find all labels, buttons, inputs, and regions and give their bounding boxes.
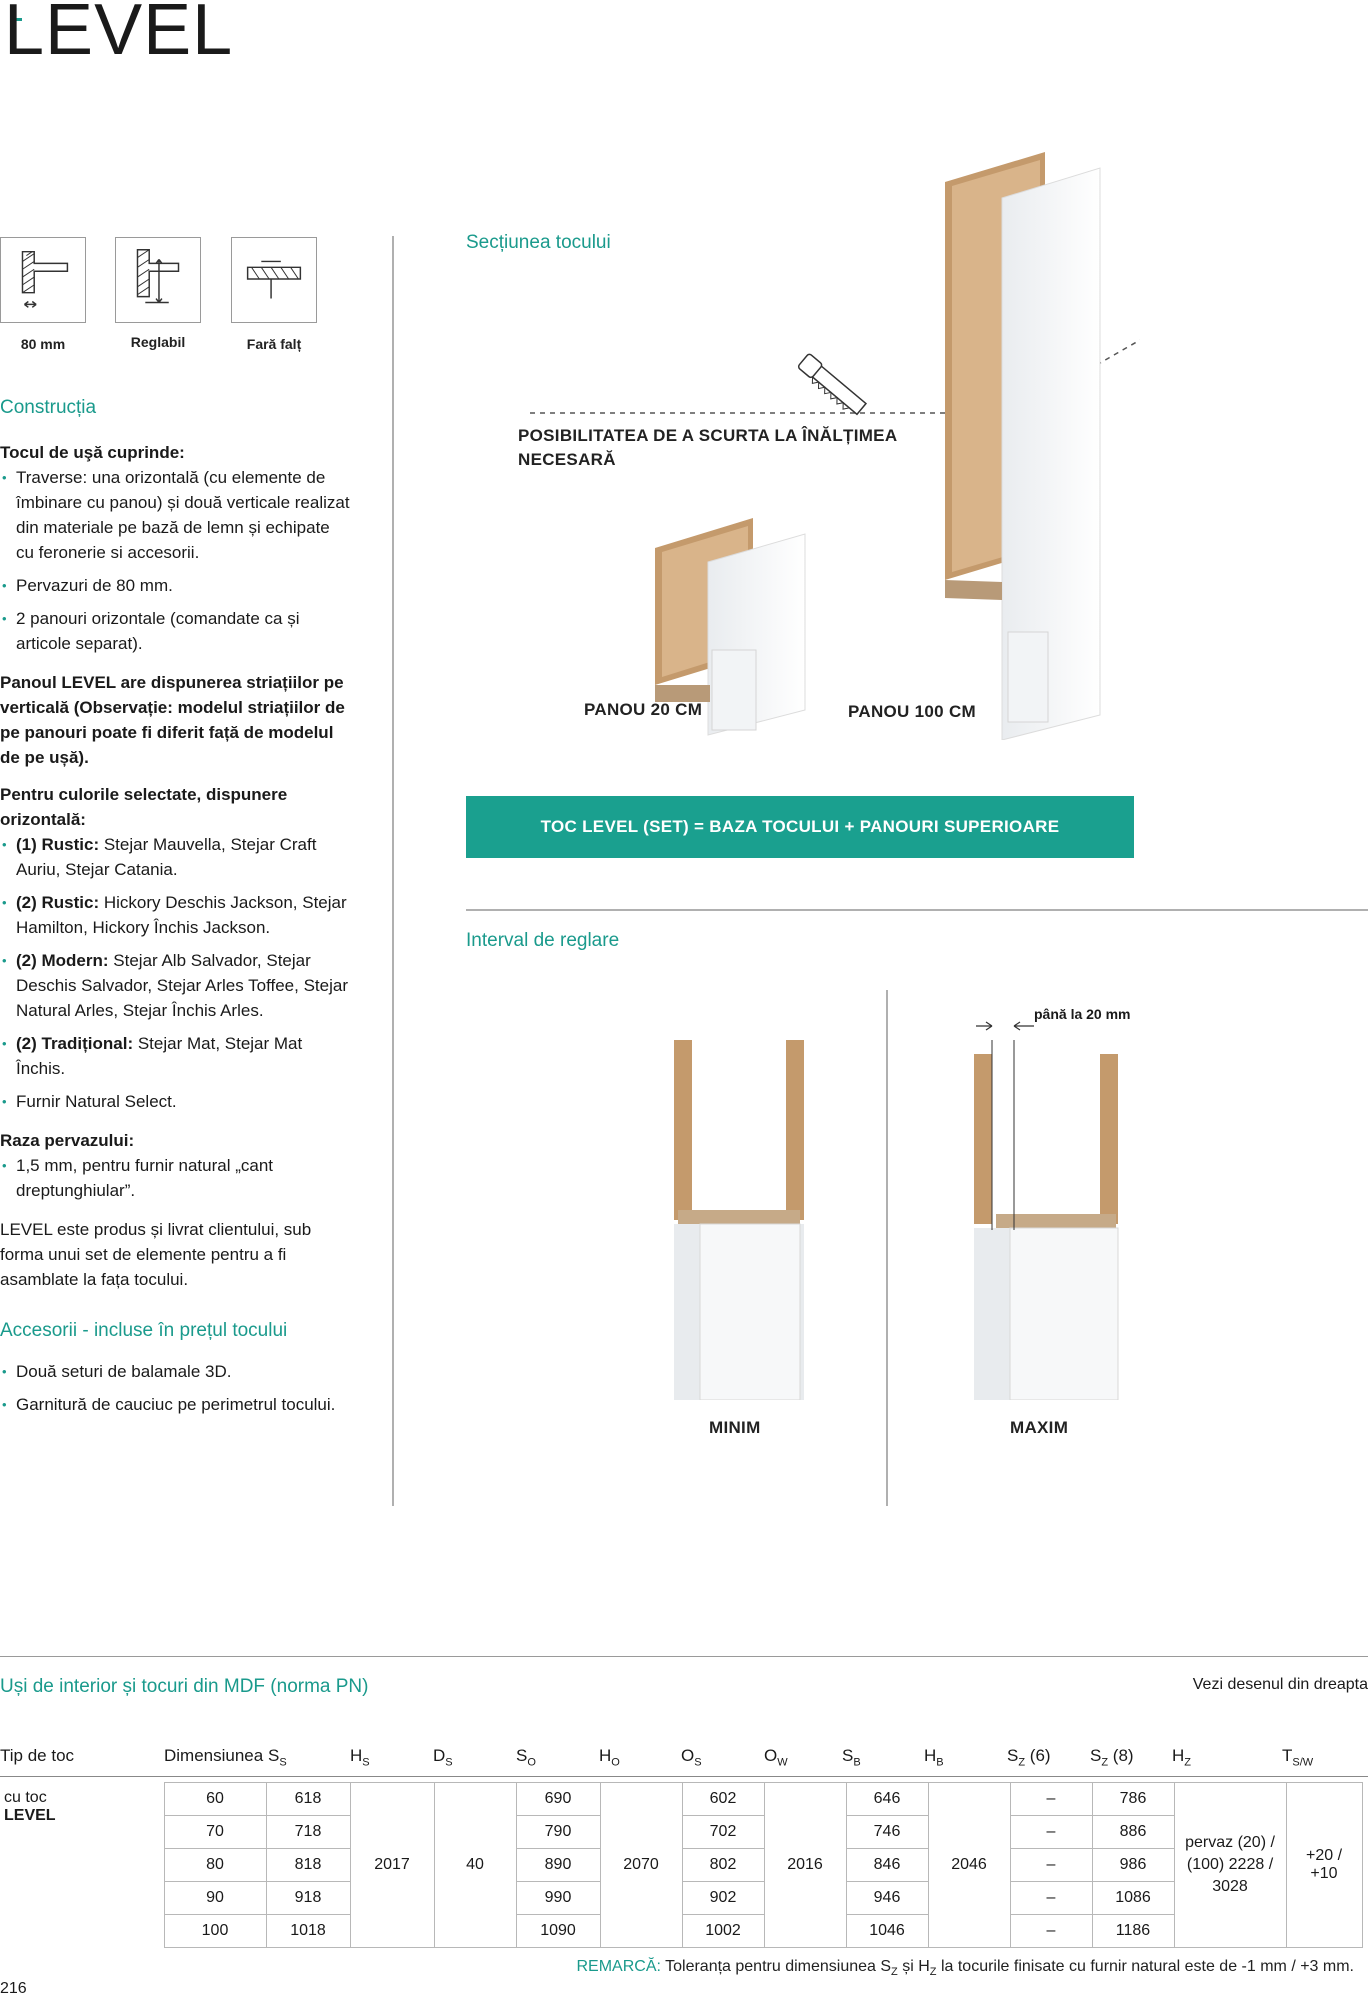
frame-width-icon — [0, 237, 86, 323]
col-header-ow: $O_W$ — [764, 1746, 788, 1769]
frame-list — [0, 465, 350, 656]
table-row: 100 1018 1090 1002 1046 – 1186 — [0, 1915, 1362, 1948]
col-header-sz6: $S_Z$ (6) — [1007, 1746, 1051, 1769]
col-header-hb: $H_B$ — [924, 1746, 944, 1769]
col-header-os: $O_S$ — [681, 1746, 702, 1769]
maxim-frame-illustration — [960, 1040, 1130, 1400]
delivery-note: LEVEL este produs și livrat clientului, sub forma unui set de elemente pentru a fi asamblate la fața tocului. — [0, 1220, 312, 1289]
column-divider — [392, 236, 394, 1506]
col-header-hs: $H_S$ — [350, 1746, 370, 1769]
accessories-title: Accesorii - incluse în prețul tocului — [0, 1320, 288, 1341]
saw-icon — [796, 353, 868, 418]
table-row: 70 718 790 702 746 – 886 — [0, 1816, 1362, 1849]
colors-heading: Pentru culorile selectate, dispunere orizontală: — [0, 785, 288, 829]
table-row: 80 818 890 802 846 – 986 — [0, 1849, 1362, 1882]
maxim-label: MAXIM — [1010, 1418, 1069, 1437]
construction-title: Construcția — [0, 397, 97, 418]
list-item: • Două seturi de balamale 3D. — [0, 1359, 350, 1384]
no-rebate-icon — [231, 237, 317, 323]
col-header-ho: $H_O$ — [599, 1746, 620, 1769]
page-number: 216 — [0, 1980, 27, 1997]
list-item: • (2) Modern: Stejar Alb Salvador, Stejar Deschis Salvador, Stejar Arles Toffee, Stejar Natural Arles, Stejar Închis Arles. — [0, 948, 350, 1023]
section-title: Secțiunea tocului — [466, 232, 611, 253]
col-header-sb: $S_B$ — [842, 1746, 861, 1769]
col-header-dim: Dimensiunea — [164, 1746, 264, 1765]
see-drawing-note: Vezi desenul din dreapta — [1192, 1676, 1368, 1693]
list-item: • 2 panouri orizontale (comandate ca și articole separat). — [0, 606, 350, 656]
list-item: • 1,5 mm, pentru furnir natural „cant dreptunghiular”. — [0, 1153, 350, 1203]
col-header-so: $S_O$ — [516, 1746, 536, 1769]
feature-label-width: 80 mm — [20, 336, 66, 352]
minim-label: MINIM — [709, 1418, 761, 1437]
feature-label-adjustable: Reglabil — [130, 334, 186, 350]
list-item: • (1) Rustic: Stejar Mauvella, Stejar Craft Auriu, Stejar Catania. — [0, 832, 350, 882]
remark-note: REMARCĂ: Toleranța pentru dimensiunea $S_Z$ și $H_Z$ la tocurile finisate cu furnir natural este de -1 mm / +3 mm. — [576, 1958, 1354, 1979]
feature-label-no-rebate: Fară falț — [246, 336, 302, 352]
col-header-ss: $S_S$ — [268, 1746, 287, 1769]
list-item: • (2) Rustic: Hickory Deschis Jackson, Stejar Hamilton, Hickory Închis Jackson. — [0, 890, 350, 940]
panel-note: Panoul LEVEL are dispunerea striațiilor pe verticală (Observație: modelul striațiilor de pe panouri poate fi diferit față de modelul de pe ușă). — [0, 673, 345, 767]
spec-table — [0, 1782, 1363, 1948]
list-item: • Garnitură de cauciuc pe perimetrul tocului. — [0, 1392, 350, 1417]
radius-heading: Raza pervazului: — [0, 1131, 135, 1150]
max-adjust-note: până la 20 mm — [1034, 1006, 1131, 1022]
minim-frame-illustration — [660, 1040, 810, 1400]
page-title: LEVEL — [4, 0, 234, 70]
list-item: • Traverse: una orizontală (cu elemente de îmbinare cu panou) și două verticale realizat din materiale pe bază de lemn și echipate cu feronerie si accesorii. — [0, 465, 350, 565]
construction-column — [0, 395, 350, 1425]
panel-100-label: PANOU 100 CM — [848, 702, 976, 721]
accessories-list — [0, 1359, 350, 1417]
adjustment-arrows-icon — [960, 1010, 1040, 1040]
col-header-sz8: $S_Z$ (8) — [1090, 1746, 1134, 1769]
frame-heading: Tocul de uşă cuprinde: — [0, 443, 185, 462]
cut-note: POSIBILITATEA DE A SCURTA LA ÎNĂLȚIMEA NECESARĂ — [518, 426, 897, 469]
table-row: cu toc LEVEL 60 618 2017 40 690 2070 602 2016 646 2046 – 786 pervaz (20) / (100) 2228 / 3028 +20 / +10 — [0, 1783, 1362, 1816]
col-header-hz: $H_Z$ — [1172, 1746, 1192, 1769]
table-divider — [0, 1656, 1368, 1657]
diagram-divider — [886, 990, 888, 1506]
adjustable-frame-icon — [115, 237, 201, 323]
interval-title: Interval de reglare — [466, 930, 620, 951]
color-list — [0, 832, 350, 1114]
panel-20-label: PANOU 20 CM — [584, 700, 703, 719]
section-divider — [466, 909, 1368, 911]
col-header-tsw: $T_{S/W}$ — [1282, 1746, 1314, 1769]
type-cell: cu toc LEVEL — [4, 1788, 56, 1824]
header-rule — [0, 1776, 1368, 1777]
radius-list — [0, 1153, 350, 1203]
list-item: • (2) Tradițional: Stejar Mat, Stejar Mat Închis. — [0, 1031, 350, 1081]
table-row: 90 918 990 902 946 – 1086 — [0, 1882, 1362, 1915]
table-title: Uși de interior și tocuri din MDF (norma PN) — [0, 1676, 369, 1697]
list-item: • Pervazuri de 80 mm. — [0, 573, 350, 598]
col-header-ds: $D_S$ — [433, 1746, 453, 1769]
set-banner: TOC LEVEL (SET) = BAZA TOCULUI + PANOURI SUPERIOARE — [466, 796, 1134, 858]
list-item: • Furnir Natural Select. — [0, 1089, 350, 1114]
col-header-type: Tip de toc — [0, 1746, 75, 1765]
